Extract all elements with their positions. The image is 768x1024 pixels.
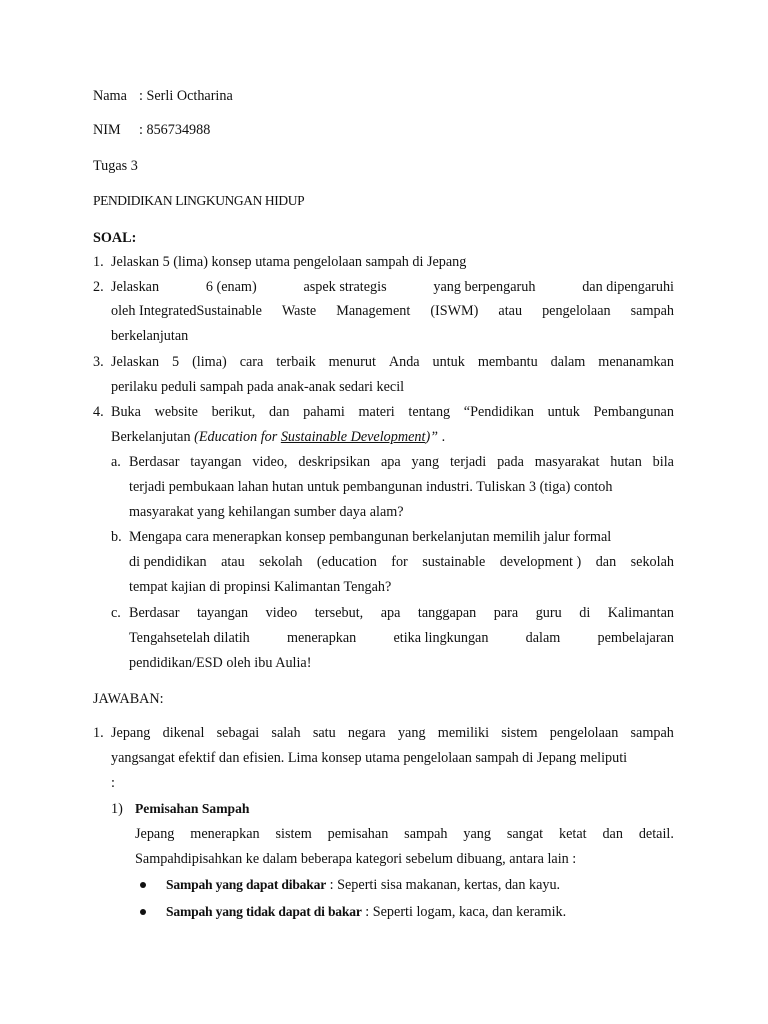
question-4c-line-1: Berdasar tayangan video tersebut, apa tanggapan para guru di Kalimantan — [129, 605, 674, 621]
question-4-line-1: Buka website berikut, dan pahami materi tentang “Pendidikan untuk Pembangunan — [111, 404, 674, 420]
question-4b-line-3: tempat kajian di propinsi Kalimantan Tengah? — [129, 579, 392, 595]
assignment-title: Tugas 3 — [93, 158, 138, 174]
sub-1-number: 1) — [111, 801, 123, 817]
question-3-line-2: perilaku peduli sampah pada anak-anak sedari kecil — [111, 379, 405, 395]
name-value: : Serli Octharina — [139, 88, 233, 104]
sub-1-title: Pemisahan Sampah — [135, 801, 250, 816]
question-2-line-1: Jelaskan 6 (enam) aspek strategis yang berpengaruh dan dipengaruhi — [111, 279, 674, 295]
answer-1-number: 1. — [93, 725, 104, 741]
bullet-icon — [140, 909, 146, 915]
question-4c-letter: c. — [111, 605, 121, 621]
soal-heading: SOAL: — [93, 230, 137, 246]
nim-label: NIM — [93, 122, 121, 138]
answer-1-line-3: : — [111, 775, 115, 791]
question-2-line-3: berkelanjutan — [111, 328, 189, 344]
course-title: PENDIDIKAN LINGKUNGAN HIDUP — [93, 193, 305, 208]
question-2-line-2: oleh IntegratedSustainable Waste Management (ISWM) atau pengelolaan sampah — [111, 303, 674, 319]
nim-line — [93, 120, 210, 140]
question-4-number: 4. — [93, 404, 104, 420]
answer-1-line-1: Jepang dikenal sebagai salah satu negara yang memiliki sistem pengelolaan sampah — [111, 725, 674, 741]
bullet-icon — [140, 882, 146, 888]
sub-1-line-2: Sampahdipisahkan ke dalam beberapa kategori sebelum dibuang, antara lain : — [135, 851, 577, 867]
question-3-line-1: Jelaskan 5 (lima) cara terbaik menurut Anda untuk membantu dalam menanamkan — [111, 354, 674, 370]
question-4c-line-2: Tengahsetelah dilatih menerapkan etika lingkungan dalam pembelajaran — [129, 630, 674, 646]
question-1-text: Jelaskan 5 (lima) konsep utama pengelolaan sampah di Jepang — [111, 254, 467, 270]
question-4-line-2: Berkelanjutan (Education for Sustainable Development)” . — [111, 429, 446, 445]
jawaban-heading: JAWABAN: — [93, 691, 164, 707]
answer-1-line-2: yangsangat efektif dan efisien. Lima konsep utama pengelolaan sampah di Jepang meliputi — [111, 750, 628, 766]
question-4b-line-2: di pendidikan atau sekolah (education for sustainable development ) dan sekolah — [129, 554, 674, 570]
nim-value: : 856734988 — [139, 122, 211, 138]
question-4b-line-1: Mengapa cara menerapkan konsep pembangunan berkelanjutan memilih jalur formal — [129, 529, 612, 545]
question-4c-line-3: pendidikan/ESD oleh ibu Aulia! — [129, 655, 312, 671]
bullet-item-1: Sampah yang dapat dibakar : Seperti sisa makanan, kertas, dan kayu. — [166, 877, 561, 893]
question-4a-line-1: Berdasar tayangan video, deskripsikan apa yang terjadi pada masyarakat hutan bila — [129, 454, 674, 470]
bullet-item-2: Sampah yang tidak dapat di bakar : Seperti logam, kaca, dan keramik. — [166, 904, 567, 920]
question-1-number: 1. — [93, 254, 104, 270]
question-3-number: 3. — [93, 354, 104, 370]
question-4b-letter: b. — [111, 529, 122, 545]
name-line — [93, 86, 233, 106]
sustainable-development-link[interactable]: Sustainable Development — [280, 429, 426, 445]
question-4a-letter: a. — [111, 454, 121, 470]
sub-1-line-1: Jepang menerapkan sistem pemisahan sampah yang sangat ketat dan detail. — [135, 826, 674, 842]
question-4a-line-3: masyarakat yang kehilangan sumber daya alam? — [129, 504, 404, 520]
name-label: Nama — [93, 88, 127, 104]
question-4a-line-2: terjadi pembukaan lahan hutan untuk pembangunan industri. Tuliskan 3 (tiga) contoh — [129, 479, 613, 495]
question-2-number: 2. — [93, 279, 104, 295]
